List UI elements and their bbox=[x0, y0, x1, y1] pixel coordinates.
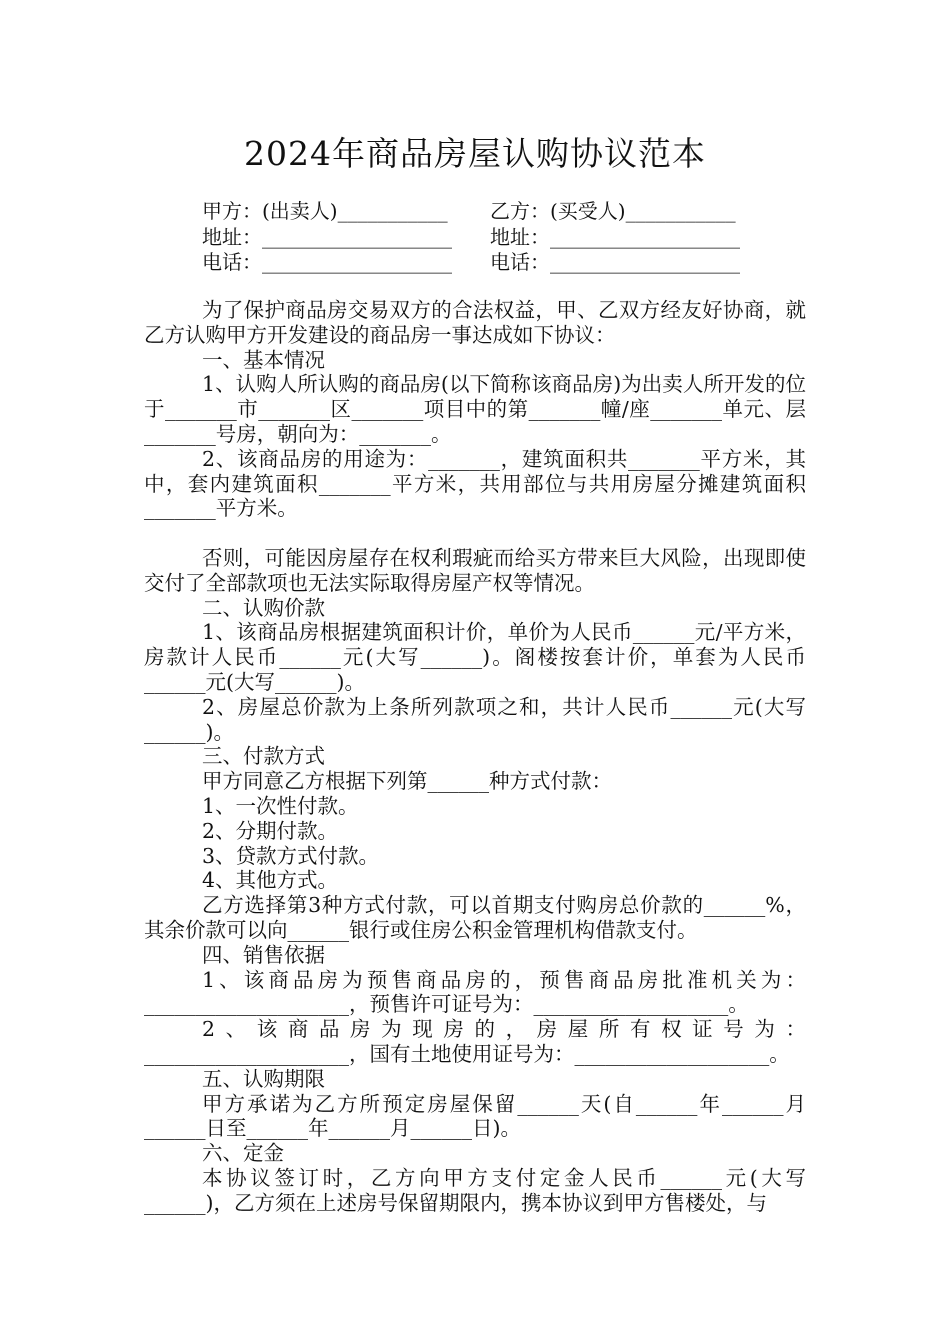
section-heading-basis: 四、销售依据 bbox=[202, 942, 325, 967]
party-row bbox=[202, 199, 822, 225]
section-heading-deposit: 六、定金 bbox=[202, 1141, 284, 1166]
clause-paragraph: 2、该商品房的用途为：_______，建筑面积共_______平方米，其中，套内建筑面积_______平方米，共用部位与共用房屋分摊建筑面积_______平方米。 bbox=[144, 446, 806, 521]
note-paragraph: 否则，可能因房屋存在权利瑕疵而给买方带来巨大风险，出现即使交付了全部款项也无法实际取得房屋产权等情况。 bbox=[144, 545, 806, 595]
party-b-buyer: 乙方：(买受人)___________ bbox=[490, 199, 736, 223]
document-title: 2024年商品房屋认购协议范本 bbox=[244, 134, 706, 173]
clause-paragraph: 2、房屋总价款为上条所列款项之和，共计人民币______元(大写______)。 bbox=[144, 694, 806, 744]
party-row bbox=[202, 225, 822, 251]
party-a-phone: 电话：___________________ bbox=[202, 250, 452, 274]
party-a-address: 地址：___________________ bbox=[202, 224, 452, 249]
list-item: 2、分期付款。 bbox=[202, 818, 339, 843]
list-item: 3、贷款方式付款。 bbox=[202, 843, 380, 868]
clause-paragraph: 2、该商品房为现房的，房屋所有权证号为：____________________，国有土地使用证号为：___________________。 bbox=[144, 1017, 806, 1066]
party-b-phone: 电话：___________________ bbox=[490, 250, 740, 274]
blank-line bbox=[144, 521, 806, 546]
agreement-body bbox=[144, 298, 806, 1215]
clause-paragraph: 1、认购人所认购的商品房(以下简称该商品房)为出卖人所开发的位于_______市_______区_______项目中的第_______幢/座_______单元、层_______号房，朝向为：_______。 bbox=[144, 372, 806, 446]
clause-paragraph: 甲方同意乙方根据下列第______种方式付款： bbox=[202, 769, 612, 794]
party-a-seller: 甲方：(出卖人)___________ bbox=[202, 199, 448, 223]
clause-paragraph: 甲方承诺为乙方所预定房屋保留______天(自______年______月______日至______年______月______日)。 bbox=[144, 1091, 806, 1141]
preamble-paragraph: 为了保护商品房交易双方的合法权益，甲、乙双方经友好协商，就乙方认购甲方开发建设的商品房一事达成如下协议： bbox=[144, 298, 806, 347]
clause-paragraph: 1、该商品房为预售商品房的，预售商品房批准机关为：____________________，预售许可证号为：___________________。 bbox=[144, 967, 806, 1017]
party-b-address: 地址：___________________ bbox=[490, 224, 740, 249]
list-item: 1、一次性付款。 bbox=[202, 793, 359, 818]
section-heading-period: 五、认购期限 bbox=[202, 1066, 325, 1091]
list-item: 4、其他方式。 bbox=[202, 868, 339, 893]
section-heading-payment: 三、付款方式 bbox=[202, 744, 325, 769]
clause-paragraph: 乙方选择第3种方式付款，可以首期支付购房总价款的______%，其余价款可以向______银行或住房公积金管理机构借款支付。 bbox=[144, 893, 806, 942]
clause-paragraph: 本协议签订时，乙方向甲方支付定金人民币______元(大写______)，乙方须在上述房号保留期限内，携本协议到甲方售楼处，与 bbox=[144, 1165, 806, 1215]
party-row bbox=[202, 250, 822, 276]
clause-paragraph: 1、该商品房根据建筑面积计价，单价为人民币______元/平方米，房款计人民币______元(大写______)。阁楼按套计价，单套为人民币______元(大写______)。 bbox=[144, 620, 806, 694]
section-heading-basic: 一、基本情况 bbox=[202, 347, 325, 372]
parties-block bbox=[202, 199, 822, 276]
section-heading-price: 二、认购价款 bbox=[202, 595, 325, 620]
